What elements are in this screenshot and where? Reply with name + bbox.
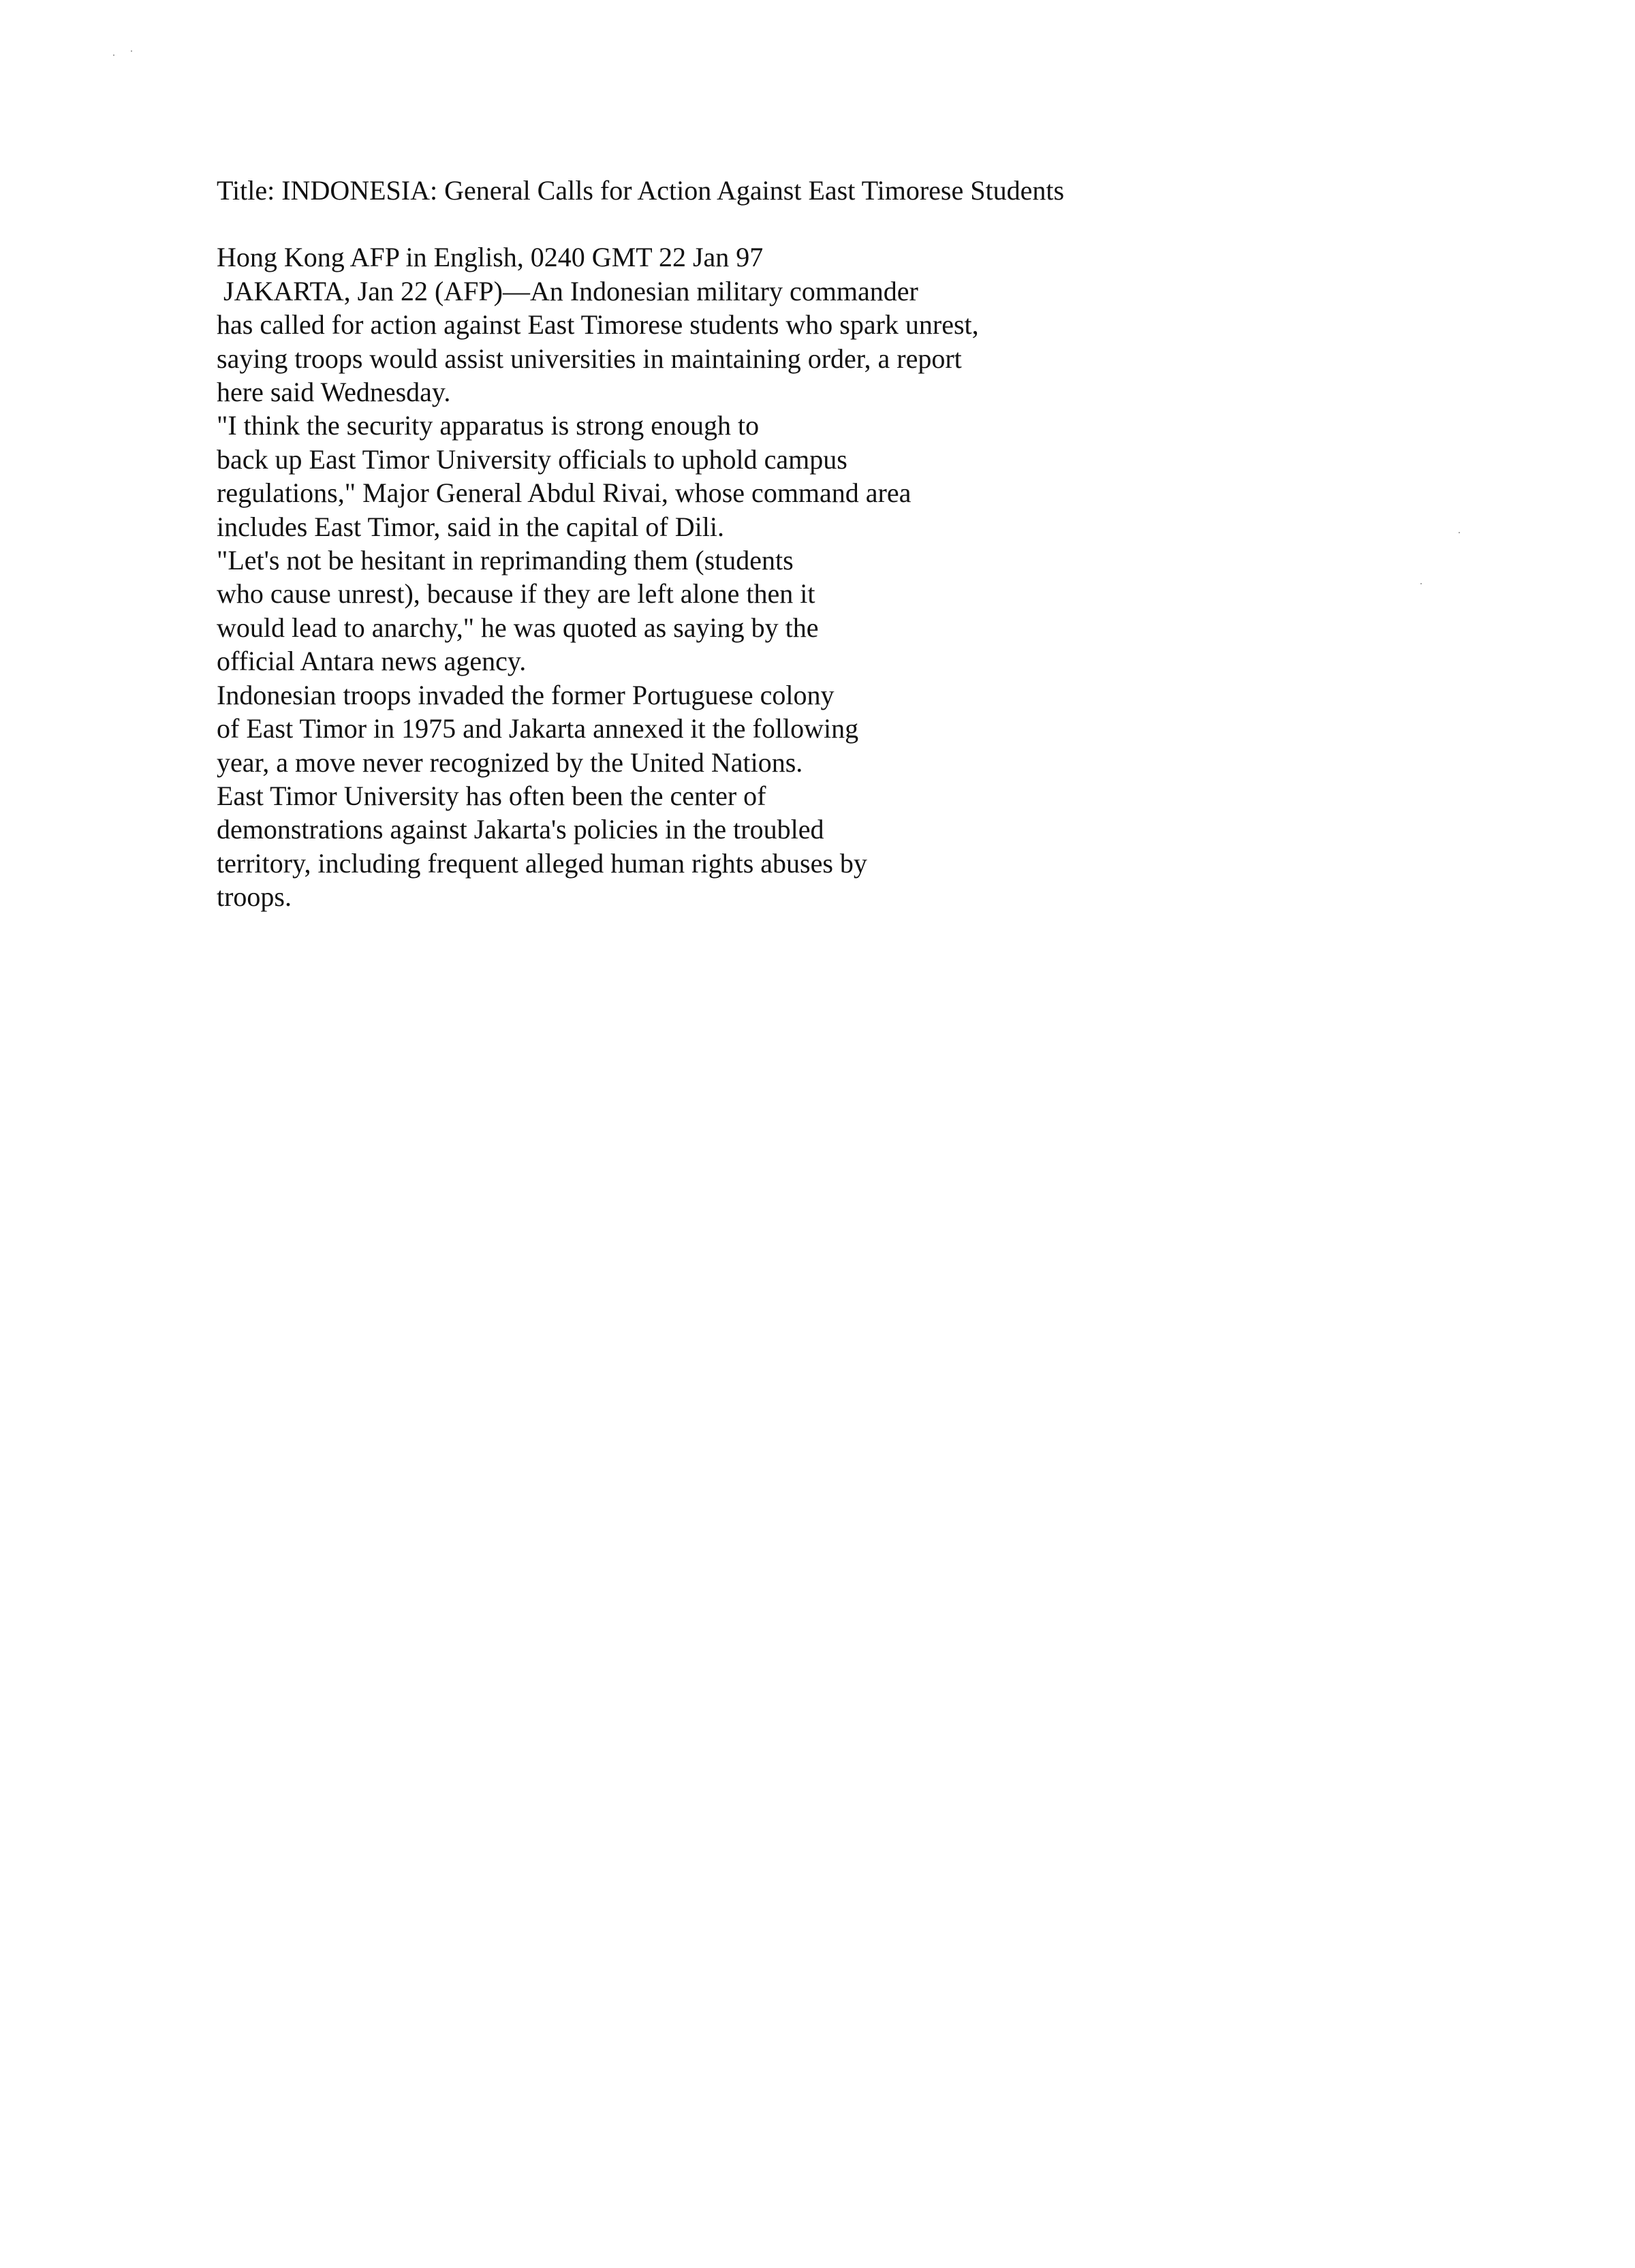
text-line: back up East Timor University officials to uphold campus xyxy=(217,443,847,475)
title-spacing xyxy=(217,207,1511,240)
text-line: who cause unrest), because if they are left alone then it xyxy=(217,578,815,610)
text-line: troops. xyxy=(217,881,292,913)
text-line: of East Timor in 1975 and Jakarta annexed it the following xyxy=(217,713,859,744)
text-line: year, a move never recognized by the United Nations. xyxy=(217,746,803,778)
text-line: has called for action against East Timorese students who spark unrest, xyxy=(217,309,979,341)
text-line: includes East Timor, said in the capital of Dili. xyxy=(217,511,724,542)
scan-speck xyxy=(113,54,114,56)
text-line: official Antara news agency. xyxy=(217,646,527,677)
document-body xyxy=(217,174,1511,914)
text-line: Indonesian troops invaded the former Portuguese colony xyxy=(217,679,835,710)
text-line: demonstrations against Jakarta's policies in the troubled xyxy=(217,814,824,845)
scan-speck xyxy=(131,50,132,52)
text-line: JAKARTA, Jan 22 (AFP)—An Indonesian military commander xyxy=(217,275,918,306)
text-line: "I think the security apparatus is strong enough to xyxy=(217,410,760,441)
article-text xyxy=(217,240,1511,913)
text-line: territory, including frequent alleged human rights abuses by xyxy=(217,847,867,879)
text-line: saying troops would assist universities in maintaining order, a report xyxy=(217,343,962,374)
text-line: would lead to anarchy," he was quoted as saying by the xyxy=(217,612,819,643)
dateline: Hong Kong AFP in English, 0240 GMT 22 Jan 97 xyxy=(217,242,764,273)
text-line: regulations," Major General Abdul Rivai, whose command area xyxy=(217,477,912,509)
text-line: "Let's not be hesitant in reprimanding them (students xyxy=(217,545,794,576)
text-line: here said Wednesday. xyxy=(217,377,451,408)
text-line: East Timor University has often been the center of xyxy=(217,780,766,811)
document-title: Title: INDONESIA: General Calls for Action Against East Timorese Students xyxy=(217,175,1065,206)
